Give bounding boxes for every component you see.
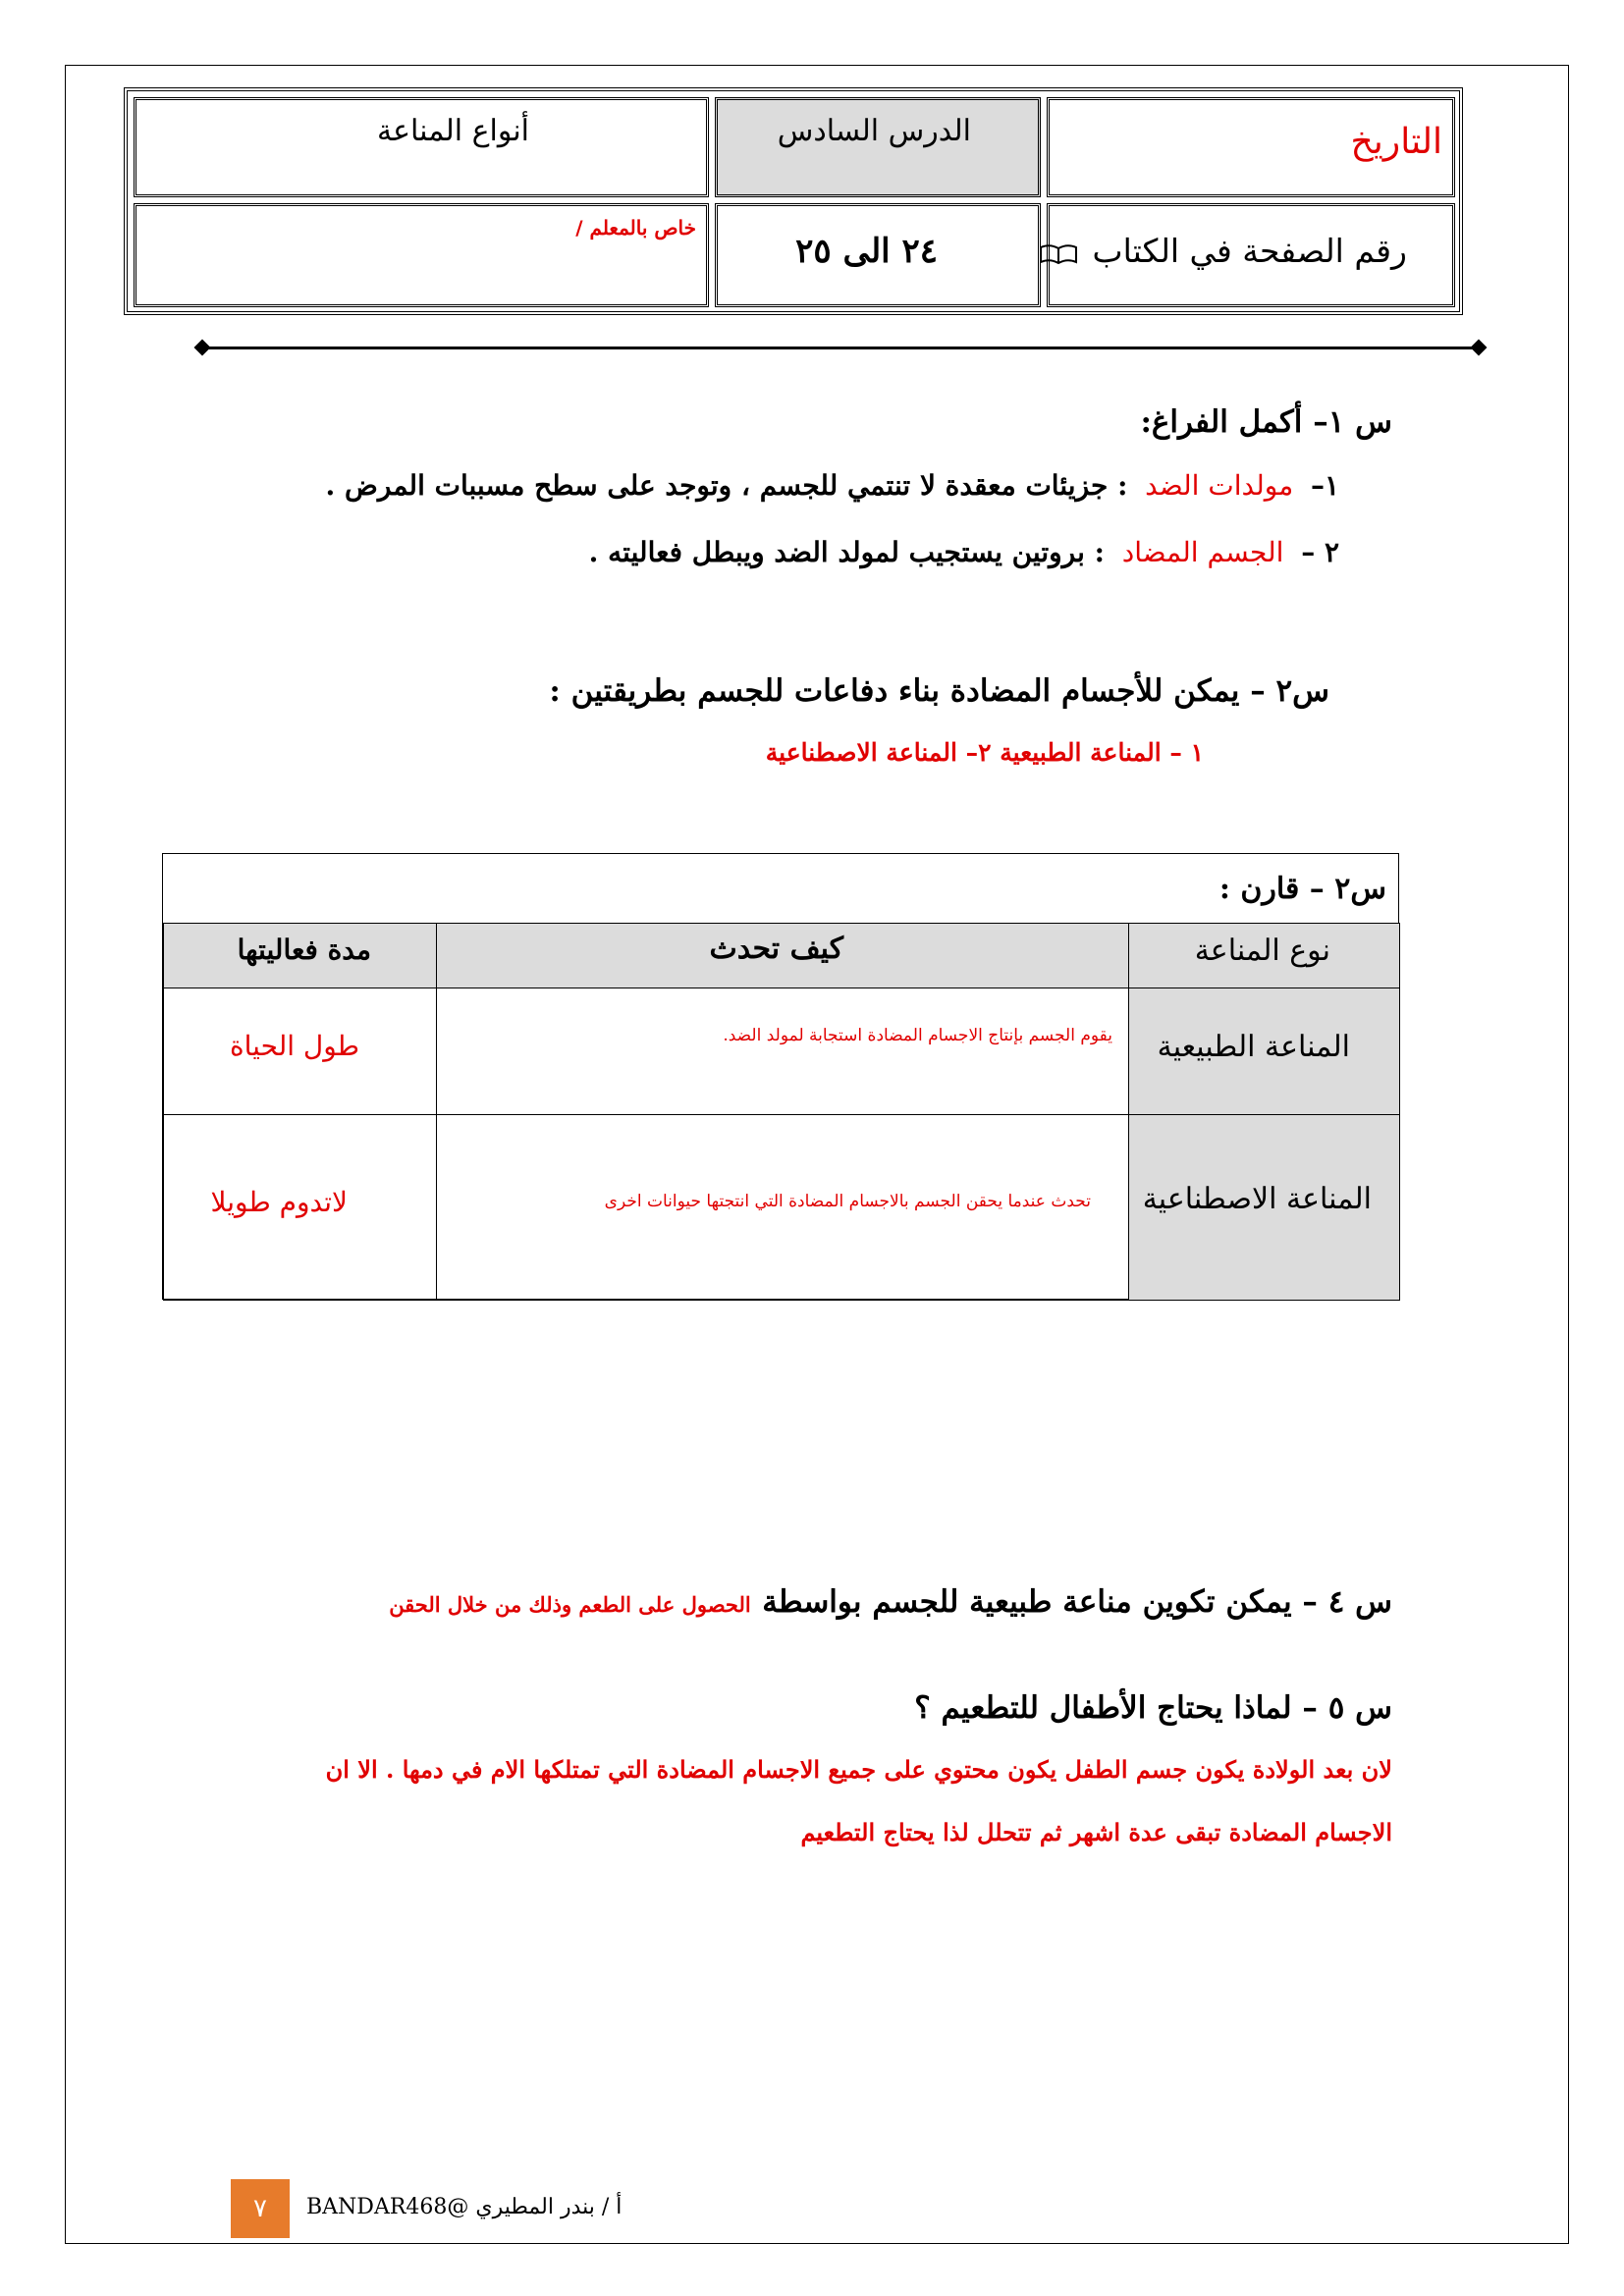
header-lesson-cell	[715, 97, 1041, 197]
q4-line	[389, 1584, 1392, 1620]
table-row-2-type	[1128, 1114, 1400, 1301]
book-icon	[1039, 235, 1078, 273]
q1-item2-num: ٢ –	[1301, 536, 1339, 568]
col-header-how-label: كيف تحدث	[709, 932, 843, 966]
q1-item1-num: ١–	[1310, 469, 1339, 502]
table-row-1-how	[436, 988, 1129, 1115]
pages-range: ٢٤ الى ٢٥	[795, 232, 938, 271]
q1-item1-answer: مولدات الضد	[1145, 469, 1294, 502]
table-row-2-how	[436, 1114, 1129, 1301]
header-pages-cell	[715, 203, 1041, 307]
divider-line	[201, 347, 1478, 349]
col-header-how	[436, 923, 1129, 988]
q4-answer: الحصول على الطعم وذلك من خلال الحقن	[389, 1592, 751, 1617]
row1-type-label: المناعة الطبيعية	[1157, 1030, 1350, 1064]
q5-title: س ٥ – لماذا يحتاج الأطفال للتطعيم ؟	[914, 1690, 1392, 1726]
header-teacher-cell	[134, 203, 709, 307]
q1-item2	[589, 536, 1339, 568]
row1-how-text: يقوم الجسم بإنتاج الاجسام المضادة استجابة لمولد الضد.	[723, 1026, 1112, 1045]
topic-title: أنواع المناعة	[377, 114, 529, 148]
q1-item2-answer: الجسم المضاد	[1121, 536, 1284, 568]
q2-answer: ١ – المناعة الطبيعية ٢– المناعة الاصطناعية	[765, 738, 1204, 767]
comparison-title: س٢ – قارن :	[1218, 872, 1386, 906]
teacher-label: خاص بالمعلم /	[575, 216, 696, 240]
q1-item1-text: : جزيئات معقدة لا تنتمي للجسم ، وتوجد على سطح مسببات المرض .	[325, 469, 1128, 502]
comparison-table	[162, 853, 1399, 1300]
row2-type-label: المناعة الاصطناعية	[1142, 1182, 1372, 1216]
q1-title: س ١– أكمل الفراغ:	[1140, 404, 1392, 440]
col-header-duration	[163, 923, 437, 988]
row1-duration-text: طول الحياة	[229, 1030, 359, 1062]
header-topic-cell	[134, 97, 709, 197]
q5-answer-line1: لان بعد الولادة يكون جسم الطفل يكون محتوي على جميع الاجسام المضادة التي تمتلكها الام في دمها . الا ان	[325, 1755, 1392, 1784]
col-header-type-label: نوع المناعة	[1194, 934, 1330, 968]
footer-credit: أ / بندر المطيري @BANDAR468	[306, 2195, 623, 2219]
book-page-text: رقم الصفحة في الكتاب	[1092, 232, 1407, 270]
header-bookpage-cell	[1047, 203, 1455, 307]
lesson-label: الدرس السادس	[777, 114, 971, 148]
table-row-1-type	[1128, 988, 1400, 1115]
book-page-label	[1039, 232, 1407, 273]
date-label: التاريخ	[1350, 122, 1442, 162]
q5-answer-line2: الاجسام المضادة تبقى عدة اشهر ثم تتحلل لذا يحتاج التطعيم	[800, 1818, 1392, 1846]
header-date-cell	[1047, 97, 1455, 197]
row2-how-text: تحدث عندما يحقن الجسم بالاجسام المضادة التي انتجتها حيوانات اخرى	[604, 1192, 1091, 1211]
header-table	[124, 87, 1463, 315]
col-header-duration-label: مدة فعاليتها	[237, 934, 371, 966]
page-number: ٧	[231, 2179, 290, 2238]
q1-item2-text: : بروتين يستجيب لمولد الضد ويبطل فعاليته .	[588, 536, 1106, 568]
table-row-2-duration	[163, 1114, 437, 1301]
q4-title: س ٤ – يمكن تكوين مناعة طبيعية للجسم بواسطة	[762, 1584, 1392, 1620]
row2-duration-text: لاتدوم طويلا	[210, 1186, 348, 1218]
q1-item1	[326, 469, 1339, 502]
table-row-1-duration	[163, 988, 437, 1115]
col-header-type	[1128, 923, 1400, 988]
q2-title: س٢ – يمكن للأجسام المضادة بناء دفاعات للجسم بطريقتين :	[549, 673, 1329, 709]
